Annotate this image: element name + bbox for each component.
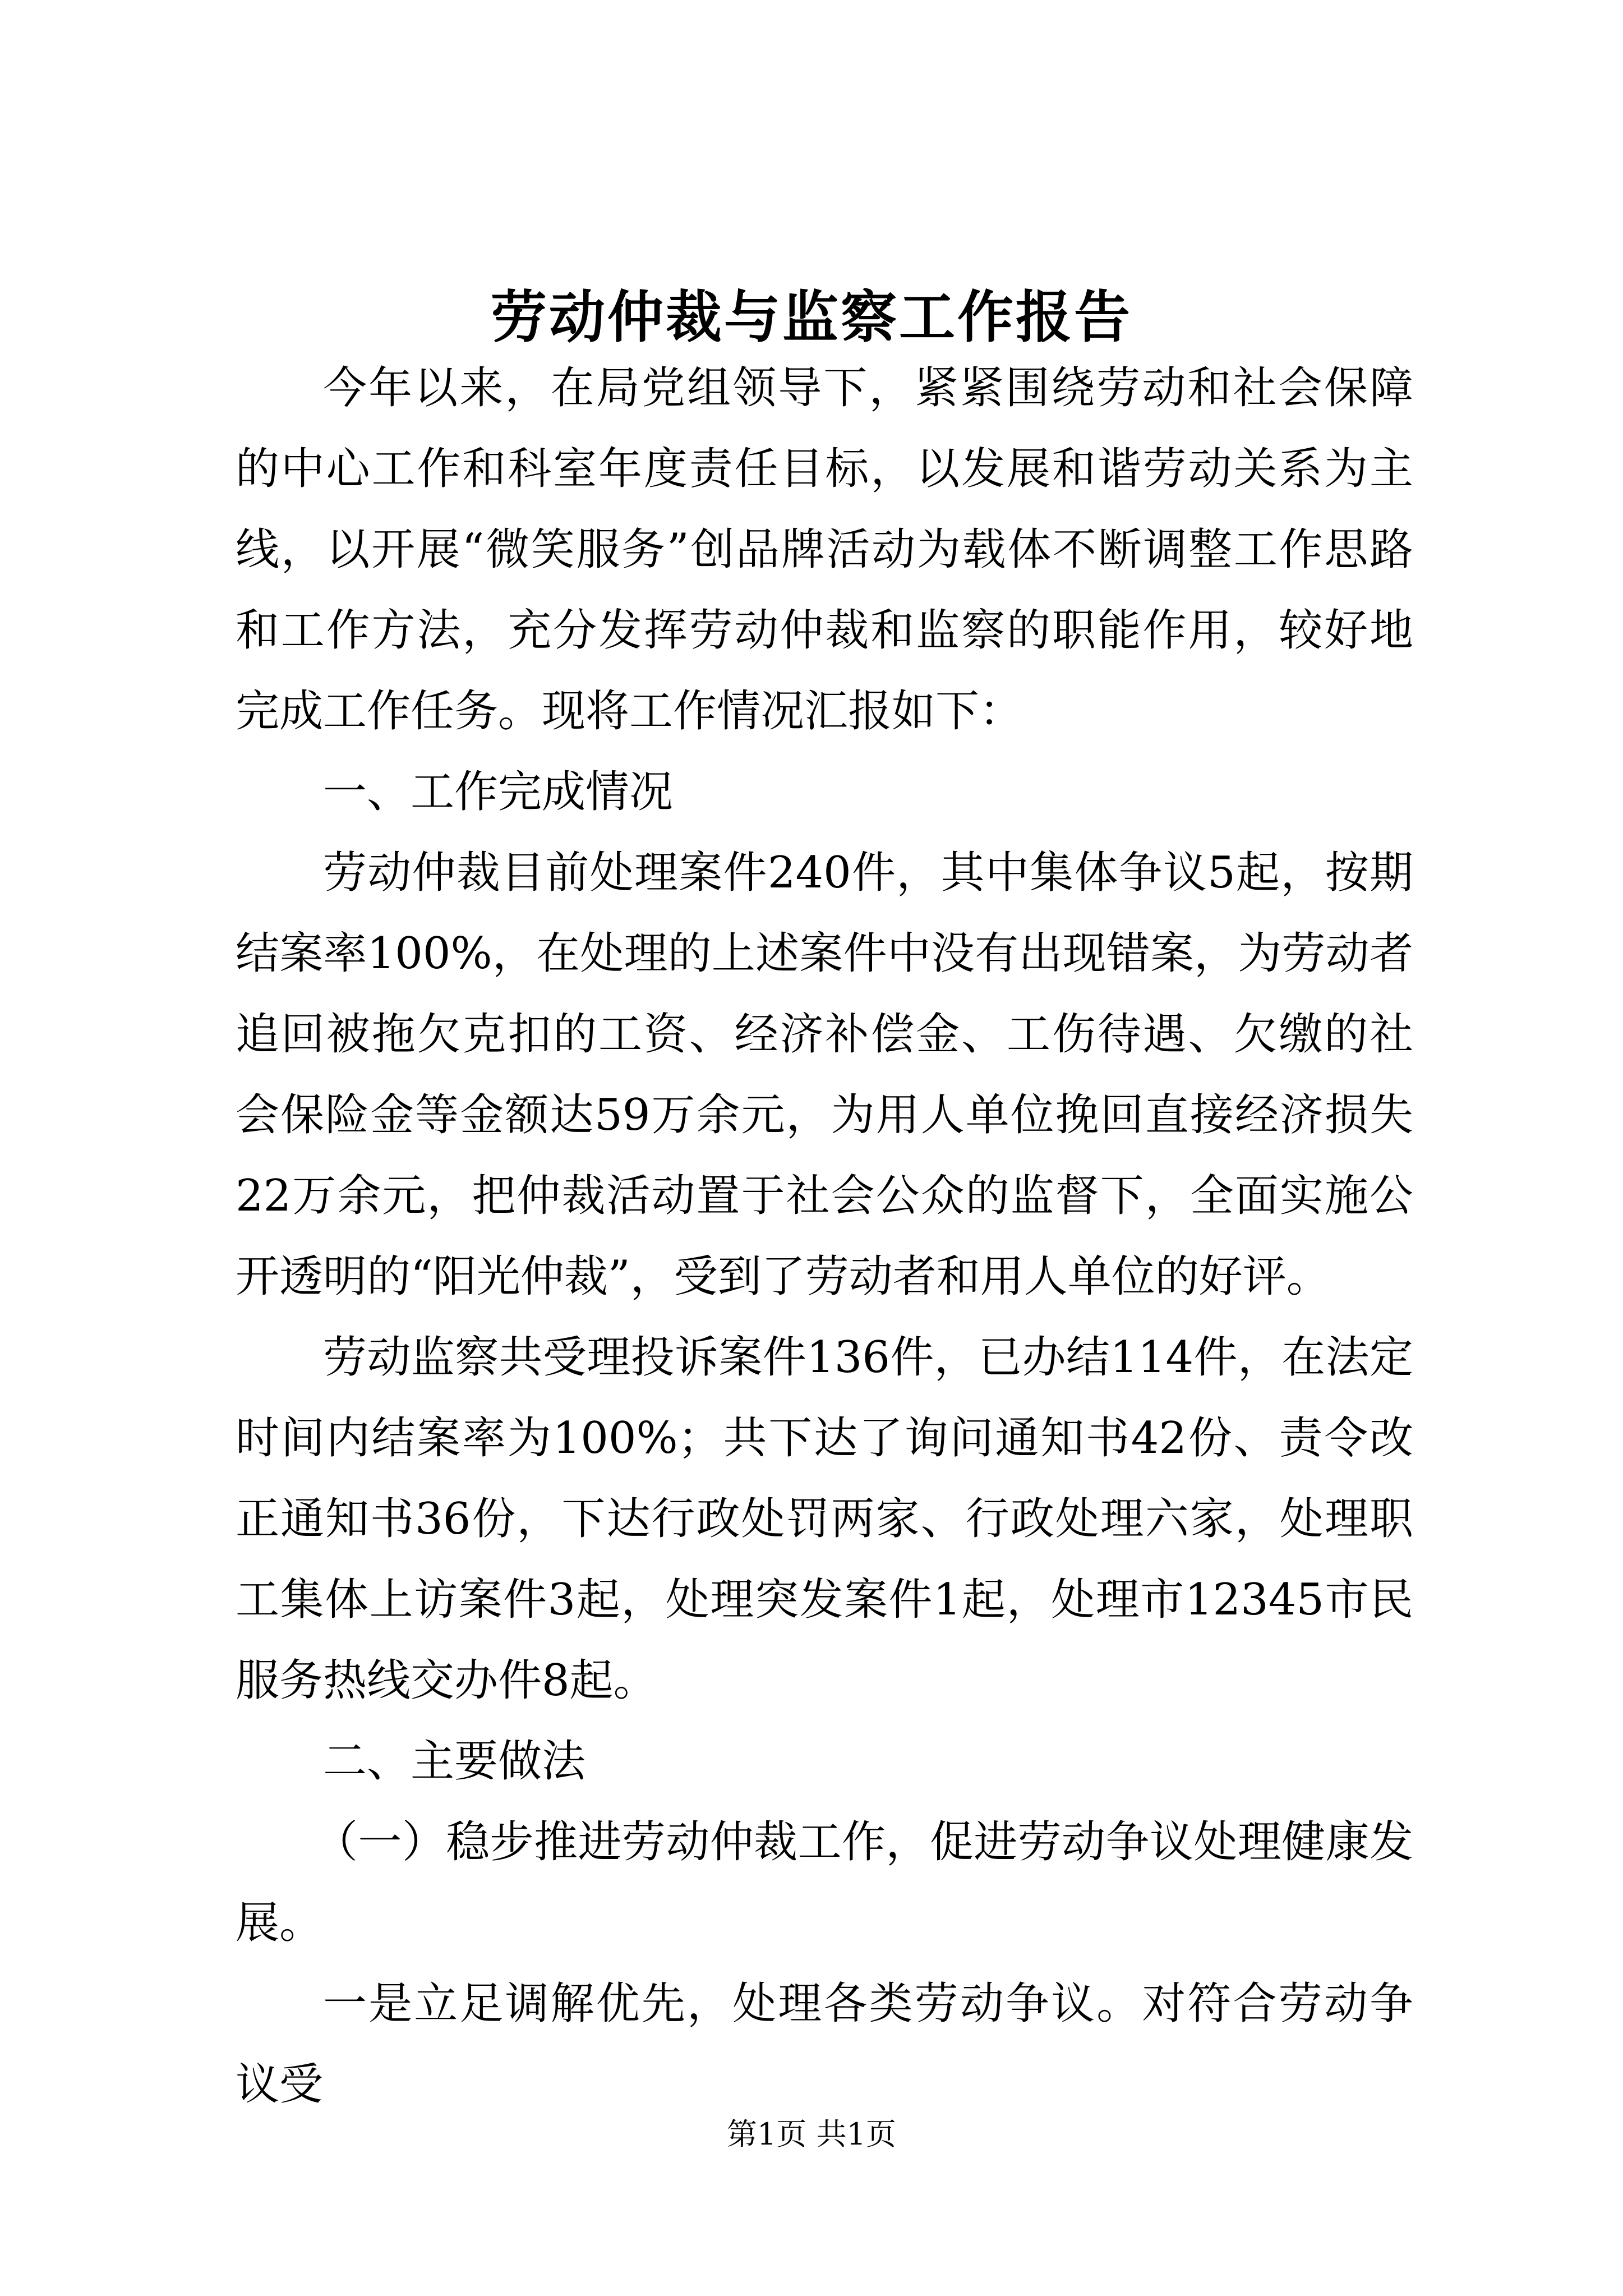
page-footer: 第1页 共1页	[727, 2116, 896, 2152]
paragraph-supervision: 劳动监察共受理投诉案件136件，已办结114件，在法定时间内结案率为100%；共下达了询问通知书42份、责令改正通知书36份，下达行政处罚两家、行政处理六家，处理职工集体上访案件3起，处理突发案件1起，处理市12345市民服务热线交办件8起。	[236, 1332, 1413, 1706]
document-title: 劳动仲裁与监察工作报告	[491, 284, 1132, 350]
section-heading-2: 二、主要做法	[323, 1736, 586, 1787]
subsection-heading-1: （一）稳步推进劳动仲裁工作，促进劳动争议处理健康发展。	[236, 1817, 1413, 1948]
document-body	[236, 348, 1413, 2125]
section-heading-1: 一、工作完成情况	[323, 767, 674, 817]
paragraph-mediation: 一是立足调解优先，处理各类劳动争议。对符合劳动争议受	[236, 1978, 1413, 2110]
paragraph-arbitration: 劳动仲裁目前处理案件240件，其中集体争议5起，按期结案率100%，在处理的上述案件中没有出现错案，为劳动者追回被拖欠克扣的工资、经济补偿金、工伤待遇、欠缴的社会保险金等金额达59万余元，为用人单位挽回直接经济损失22万余元，把仲裁活动置于社会公众的监督下，全面实施公开透明的“阳光仲裁”，受到了劳动者和用人单位的好评。	[236, 848, 1413, 1302]
paragraph-intro: 今年以来，在局党组领导下，紧紧围绕劳动和社会保障的中心工作和科室年度责任目标，以发展和谐劳动关系为主线，以开展“微笑服务”创品牌活动为载体不断调整工作思路和工作方法，充分发挥劳动仲裁和监察的职能作用，较好地完成工作任务。现将工作情况汇报如下：	[236, 363, 1413, 737]
